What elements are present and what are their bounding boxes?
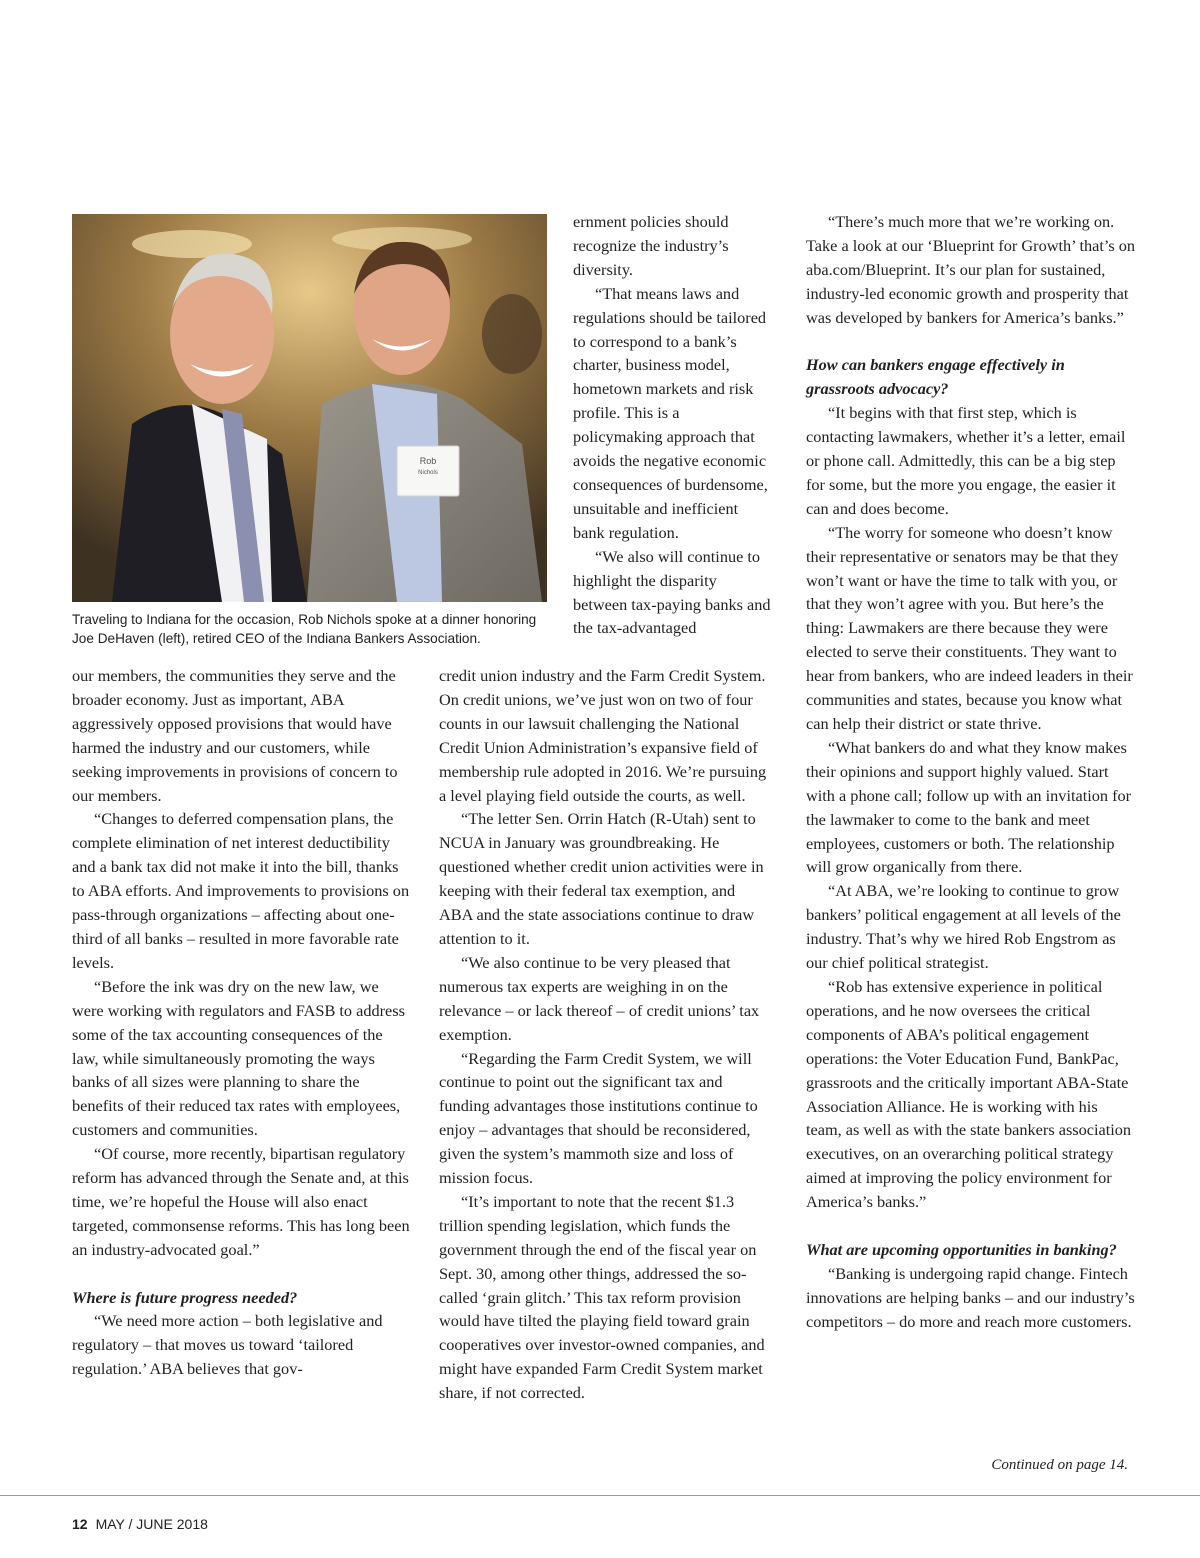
section-question: How can bankers engage effectively in grassroots advocacy?	[806, 355, 1065, 399]
continued-note: Continued on page 14.	[991, 1457, 1128, 1473]
paragraph: “At ABA, we’re looking to continue to grow bankers’ political engagement at all levels of the industry. That’s why we hired Rob Engstrom as our chief political strategist.	[806, 881, 1121, 973]
paragraph: “Rob has extensive experience in political operations, and he now oversees the critical components of ABA’s political engagement operations: the Voter Education Fund, BankPac, grassroots and the critically important ABA-State Association Alliance. He is working with his team, as well as with the state bankers association executives, on an overarching political strategy aimed at improving the policy environment for America’s banks.”	[806, 976, 1132, 1212]
paragraph: “The letter Sen. Orrin Hatch (R-Utah) sent to NCUA in January was groundbreaking. He questioned whether credit union activities were in keeping with their federal tax exemption, and ABA and the state associations continue to draw attention to it.	[439, 809, 764, 948]
paragraph: “We also continue to be very pleased that numerous tax experts are weighing in on the relevance – or lack thereof – of credit unions’ tax exemption.	[439, 952, 760, 1044]
paragraph: “The worry for someone who doesn’t know their representative or senators may be that they won’t want or have the time to talk with you, or that they won’t agree with you. But here’s the thing: Lawmakers are there because they were elected to serve their constituents. They want to hear from bankers, who are indeed leaders in their communities and states, because you know what can help their district or state thrive.	[806, 522, 1133, 734]
paragraph: “Before the ink was dry on the new law, we were working with regulators and FASB to address some of the tax accounting consequences of the law, while simultaneously promoting the ways banks of all sizes were planning to share the benefits of their reduced tax rates with employees, customers and communities.	[72, 976, 405, 1140]
paragraph: our members, the communities they serve and the broader economy. Just as important, ABA aggressively opposed provisions that would have harmed the industry and our customers, while seeking improvements in provisions of concern to our members.	[72, 666, 398, 805]
paragraph: “Changes to deferred compensation plans, the complete elimination of net interest deductibility and a bank tax did not make it into the bill, thanks to ABA efforts. And improvements to provisions on pass-through organizations – affecting about one-third of all banks – resulted in more favorable rate levels.	[72, 809, 410, 972]
page-footer	[72, 1516, 208, 1532]
paragraph: “It begins with that first step, which is contacting lawmakers, whether it’s a letter, email or phone call. Admittedly, this can be a big step for some, but the more you engage, the easier it can and does become.	[806, 403, 1126, 518]
section-question: What are upcoming opportunities in banking?	[806, 1239, 1117, 1259]
photo-illustration	[72, 214, 547, 602]
paragraph: “We also will continue to highlight the disparity between tax-paying banks and the tax-advantaged	[573, 546, 771, 638]
footer-divider	[0, 1495, 1200, 1496]
paragraph: credit union industry and the Farm Credit System. On credit unions, we’ve just won on two of four counts in our lawsuit challenging the National Credit Union Administration’s expansive field of membership rule adopted in 2016. We’re pursuing a level playing field outside the courts, as well.	[439, 666, 767, 805]
column-2-top	[573, 210, 773, 640]
paragraph: ernment policies should recognize the industry’s diversity.	[573, 212, 729, 279]
page-number: 12	[72, 1516, 88, 1532]
paragraph: “Regarding the Farm Credit System, we will continue to point out the significant tax and funding advantages those institutions continue to enjoy – advantages that should be reconsidered, given the system’s mammoth size and loss of mission focus.	[439, 1048, 758, 1188]
badge-last-name: Nichols	[418, 470, 438, 476]
paragraph: “That means laws and regulations should be tailored to correspond to a bank’s charter, business model, hometown markets and risk profile. This is a policymaking approach that avoids the negative economic consequences of burdensome, unsuitable and inefficient bank regulation.	[573, 283, 768, 542]
column-3	[806, 210, 1136, 1334]
section-question: Where is future progress needed?	[72, 1287, 298, 1307]
paragraph: “It’s important to note that the recent $1.3 trillion spending legislation, which funds the government through the end of the fiscal year on Sept. 30, among other things, addressed the so-called ‘grain glitch.’ This tax reform provision would have tilted the playing field toward grain cooperatives over investor-owned companies, and might have expanded Farm Credit System market share, if not corrected.	[439, 1191, 765, 1403]
column-1	[72, 664, 412, 1381]
paragraph: “There’s much more that we’re working on. Take a look at our ‘Blueprint for Growth’ that’s on aba.com/Blueprint. It’s our plan for sustained, industry-led economic growth and prosperity that was developed by bankers for America’s banks.”	[806, 212, 1136, 327]
paragraph: “We need more action – both legislative and regulatory – that moves us toward ‘tailored regulation.’ ABA believes that gov-	[72, 1311, 383, 1379]
article-photo	[72, 214, 547, 602]
paragraph: “Banking is undergoing rapid change. Fintech innovations are helping banks – and our industry’s competitors – do more and reach more customers.	[806, 1263, 1135, 1331]
photo-caption: Traveling to Indiana for the occasion, Rob Nichols spoke at a dinner honoring Joe DeHaven (left), retired CEO of the Indiana Bankers Association.	[72, 612, 537, 646]
paragraph: “Of course, more recently, bipartisan regulatory reform has advanced through the Senate and, at this time, we’re hopeful the House will also enact targeted, commonsense reforms. This has long been an industry-advocated goal.”	[72, 1144, 410, 1259]
column-2-bottom	[439, 664, 769, 1405]
badge-first-name: Rob	[419, 456, 437, 466]
paragraph: “What bankers do and what they know makes their opinions and support highly valued. Start with a phone call; follow up with an invitation for the lawmaker to come to the bank and meet employees, customers or both. The relationship will grow organically from there.	[806, 737, 1132, 877]
issue-date: MAY / JUNE 2018	[95, 1516, 208, 1532]
